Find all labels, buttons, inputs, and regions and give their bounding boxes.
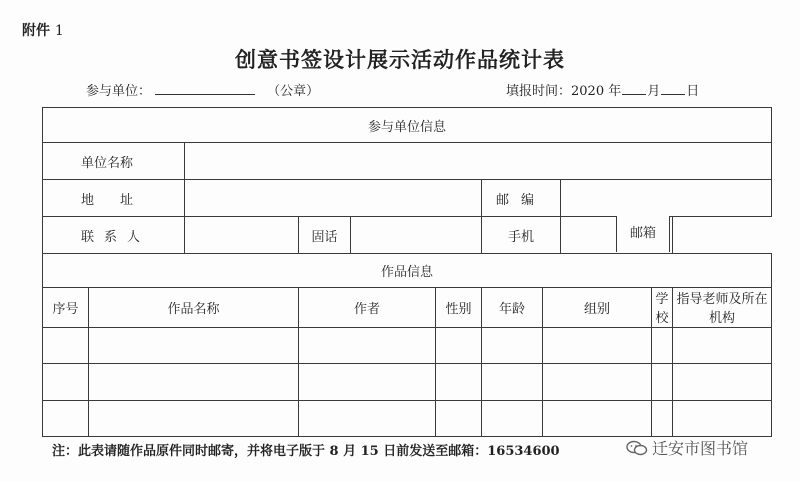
row-cell[interactable] — [89, 327, 299, 363]
footnote: 注：此表请随作品原件同时邮寄，并将电子版于 8 月 15 日前发送至邮箱：16534600 — [52, 444, 560, 459]
date-label: 填报时间：2020 年 — [506, 84, 622, 99]
mobile-label: 手机 — [482, 217, 561, 253]
row-cell[interactable] — [482, 327, 543, 363]
row-cell[interactable] — [652, 400, 673, 437]
landline-field[interactable] — [351, 217, 482, 253]
row-cell[interactable] — [652, 364, 673, 400]
participating-unit-line — [86, 80, 319, 99]
unit-blank — [155, 82, 255, 95]
row-cell[interactable] — [89, 400, 299, 437]
row-cell[interactable] — [436, 327, 482, 363]
works-column-header-row — [43, 288, 772, 327]
row-cell[interactable] — [543, 400, 652, 437]
row-cell[interactable] — [673, 327, 772, 363]
row-cell[interactable] — [89, 364, 299, 400]
wechat-logo-icon — [626, 440, 648, 456]
row-cell[interactable] — [43, 327, 89, 363]
annex-text: 附件 — [22, 23, 50, 39]
address-row — [43, 179, 772, 216]
address-field[interactable] — [185, 179, 482, 216]
email-spacer — [673, 217, 772, 253]
unit-name-row — [43, 143, 772, 179]
works-section-header-row — [43, 253, 772, 287]
column-header-serial: 序号 — [43, 288, 89, 327]
report-date-line — [506, 80, 699, 99]
watermark-text: 迁安市图书馆 — [652, 439, 749, 458]
contact-label: 联系人 — [43, 217, 185, 253]
unit-section-header: 参与单位信息 — [43, 108, 772, 143]
day-label: 日 — [686, 84, 700, 99]
postcode-field[interactable] — [561, 179, 772, 216]
seal-note: （公章） — [267, 84, 320, 99]
column-header-age: 年龄 — [482, 288, 543, 327]
unit-label: 参与单位： — [86, 84, 152, 99]
column-header-work-name: 作品名称 — [89, 288, 299, 327]
annex-label — [22, 20, 64, 40]
table-row — [43, 327, 772, 363]
works-section-header: 作品信息 — [43, 253, 772, 287]
column-header-gender: 性别 — [436, 288, 482, 327]
annex-number: 1 — [54, 23, 64, 39]
email-label: 邮箱 — [616, 216, 670, 252]
day-blank — [661, 82, 685, 95]
address-label: 地址 — [43, 179, 185, 216]
column-header-advisor: 指导老师及所在机构 — [673, 288, 772, 327]
table-row — [43, 400, 772, 437]
row-cell[interactable] — [543, 364, 652, 400]
unit-name-label: 单位名称 — [43, 143, 185, 179]
row-cell[interactable] — [43, 400, 89, 437]
row-cell[interactable] — [43, 364, 89, 400]
contact-field[interactable] — [185, 217, 299, 253]
row-cell[interactable] — [299, 400, 436, 437]
unit-section-header-row — [43, 108, 772, 143]
row-cell[interactable] — [299, 327, 436, 363]
row-cell[interactable] — [652, 327, 673, 363]
row-cell[interactable] — [299, 364, 436, 400]
column-header-school: 学校 — [652, 288, 673, 327]
row-cell[interactable] — [673, 400, 772, 437]
row-cell[interactable] — [436, 400, 482, 437]
month-label: 月 — [647, 84, 661, 99]
row-cell[interactable] — [482, 400, 543, 437]
row-cell[interactable] — [673, 364, 772, 400]
statistics-form-table — [42, 107, 772, 437]
postcode-label: 邮编 — [482, 179, 561, 216]
library-watermark — [626, 436, 748, 459]
month-blank — [622, 82, 646, 95]
row-cell[interactable] — [482, 364, 543, 400]
column-header-group: 组别 — [543, 288, 652, 327]
row-cell[interactable] — [436, 364, 482, 400]
landline-label: 固话 — [299, 217, 351, 253]
row-cell[interactable] — [543, 327, 652, 363]
page-title: 创意书签设计展示活动作品统计表 — [235, 47, 565, 72]
column-header-author: 作者 — [299, 288, 436, 327]
unit-name-field[interactable] — [185, 143, 772, 179]
table-row — [43, 364, 772, 400]
